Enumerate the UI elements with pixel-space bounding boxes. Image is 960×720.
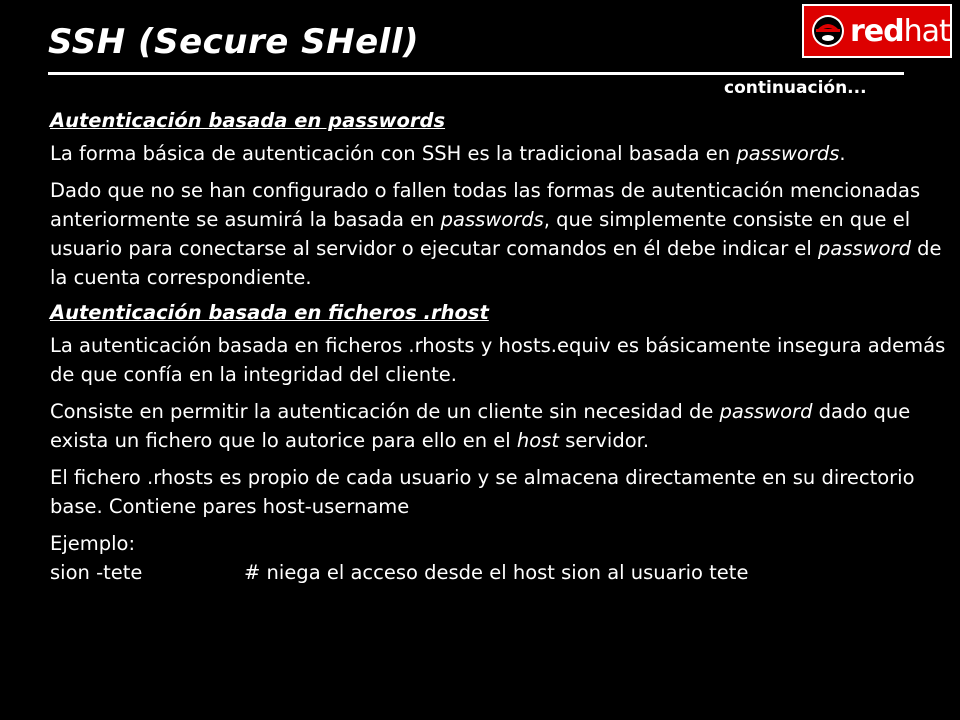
continuation-label: continuación... — [724, 78, 867, 98]
section-heading-passwords: Autenticación basada en passwords — [50, 109, 446, 132]
example-line — [50, 558, 946, 587]
section-heading-rhost: Autenticación basada en ficheros .rhost — [50, 301, 489, 324]
paragraph: La forma básica de autenticación con SSH es la tradicional basada en passwords. — [50, 142, 846, 165]
paragraph: La autenticación basada en ficheros .rhosts y hosts.equiv es básicamente insegura además de que confía en la integridad del cliente. — [50, 334, 946, 386]
slide-content — [50, 108, 946, 587]
example-comment: # niega el acceso desde el host sion al usuario tete — [244, 561, 749, 584]
paragraph: Consiste en permitir la autenticación de un cliente sin necesidad de password dado que exista un fichero que lo autorice para ello en el host servidor. — [50, 400, 911, 452]
paragraph: El fichero .rhosts es propio de cada usuario y se almacena directamente en su directorio base. Contiene pares host-username — [50, 466, 915, 518]
example-command: sion -tete — [50, 561, 143, 584]
logo-wordmark: redhat — [850, 13, 950, 49]
title-underline — [48, 72, 904, 75]
example-block — [50, 529, 946, 587]
shadowman-icon — [810, 13, 846, 49]
example-label: Ejemplo: — [50, 532, 136, 555]
paragraph: Dado que no se han configurado o fallen todas las formas de autenticación mencionadas anteriormente se asumirá la basada en passwords, que simplemente consiste en que el usuario para conectarse al servidor o ejecutar comandos en él debe indicar el password de la cuenta correspondiente. — [50, 179, 942, 289]
slide-title: SSH (Secure SHell) — [48, 22, 420, 62]
redhat-logo — [802, 4, 952, 58]
